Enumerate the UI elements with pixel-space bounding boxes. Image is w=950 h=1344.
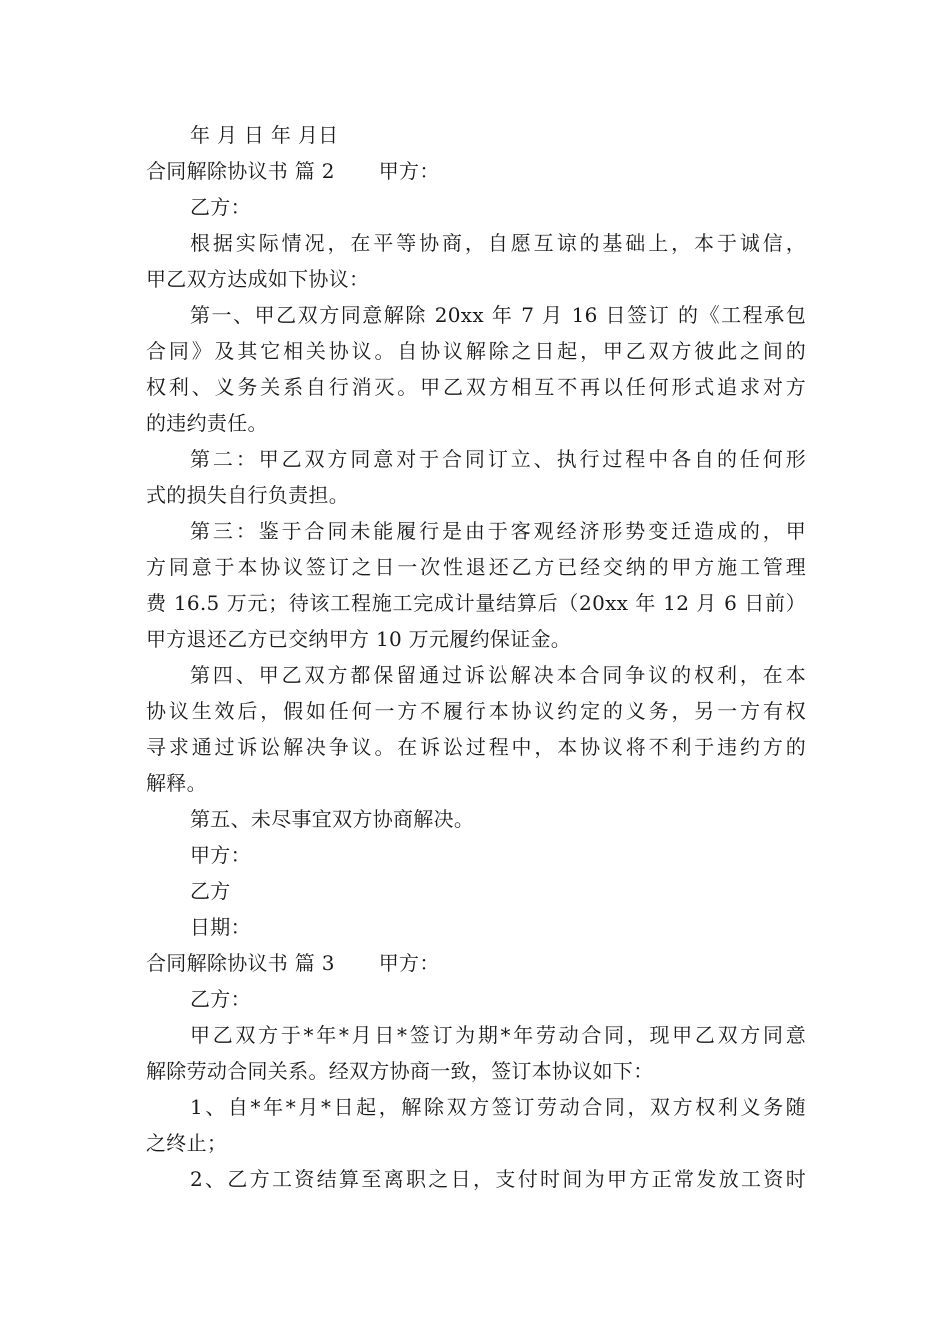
paragraph-line: 第五、未尽事宜双方协商解决。 xyxy=(190,807,475,831)
signature-party-b: 乙方 xyxy=(190,879,231,903)
signature-party-a: 甲方： xyxy=(190,843,251,867)
party-a-label: 甲方： xyxy=(378,951,440,975)
paragraph-line: 权利、义务关系自行消灭。甲乙双方相互不再以任何形式追求对方 xyxy=(146,375,806,399)
document-body xyxy=(146,118,806,1198)
paragraph-line: 根据实际情况，在平等协商，自愿互谅的基础上，本于诚信， xyxy=(190,231,806,255)
party-b-label: 乙方： xyxy=(190,195,251,219)
party-a-label: 甲方： xyxy=(378,159,440,183)
section-title: 合同解除协议书 篇 3 xyxy=(146,951,335,975)
paragraph-line: 甲乙双方于*年*月日*签订为期*年劳动合同，现甲乙双方同意 xyxy=(190,1023,806,1047)
section-title: 合同解除协议书 篇 2 xyxy=(146,159,335,183)
paragraph-line: 甲乙双方达成如下协议： xyxy=(146,267,370,291)
paragraph-line: 合同》及其它相关协议。自协议解除之日起，甲乙双方彼此之间的 xyxy=(146,339,806,363)
paragraph-line: 费 16.5 万元；待该工程施工完成计量结算后（20xx 年 12 月 6 日前） xyxy=(146,591,806,615)
paragraph-line: 第三：鉴于合同未能履行是由于客观经济形势变迁造成的，甲 xyxy=(190,519,806,543)
party-b-label: 乙方： xyxy=(190,987,251,1011)
section-heading-3 xyxy=(146,945,806,982)
paragraph-line: 式的损失自行负责担。 xyxy=(146,483,349,507)
paragraph-line: 2、乙方工资结算至离职之日，支付时间为甲方正常发放工资时 xyxy=(190,1167,806,1191)
signature-date: 日期： xyxy=(190,915,251,939)
paragraph-line: 解除劳动合同关系。经双方协商一致，签订本协议如下： xyxy=(146,1059,654,1083)
paragraph-line: 之终止； xyxy=(146,1131,228,1155)
paragraph-line: 寻求通过诉讼解决争议。在诉讼过程中，本协议将不利于违约方的 xyxy=(146,735,806,759)
paragraph-line: 方同意于本协议签订之日一次性退还乙方已经交纳的甲方施工管理 xyxy=(146,555,806,579)
paragraph-line: 第一、甲乙双方同意解除 20xx 年 7 月 16 日签订 的《工程承包 xyxy=(190,303,806,327)
date-line: 年 月 日 年 月日 xyxy=(190,123,339,147)
paragraph-line: 1、自*年*月*日起，解除双方签订劳动合同，双方权利义务随 xyxy=(190,1095,806,1119)
paragraph-line: 的违约责任。 xyxy=(146,411,268,435)
paragraph-line: 第二：甲乙双方同意对于合同订立、执行过程中各自的任何形 xyxy=(190,447,806,471)
paragraph-line: 第四、甲乙双方都保留通过诉讼解决本合同争议的权利，在本 xyxy=(190,663,806,687)
paragraph-line: 解释。 xyxy=(146,771,207,795)
paragraph-line: 甲方退还乙方已交纳甲方 10 万元履约保证金。 xyxy=(146,627,572,651)
section-heading-2 xyxy=(146,153,806,190)
paragraph-line: 协议生效后，假如任何一方不履行本协议约定的义务，另一方有权 xyxy=(146,699,806,723)
